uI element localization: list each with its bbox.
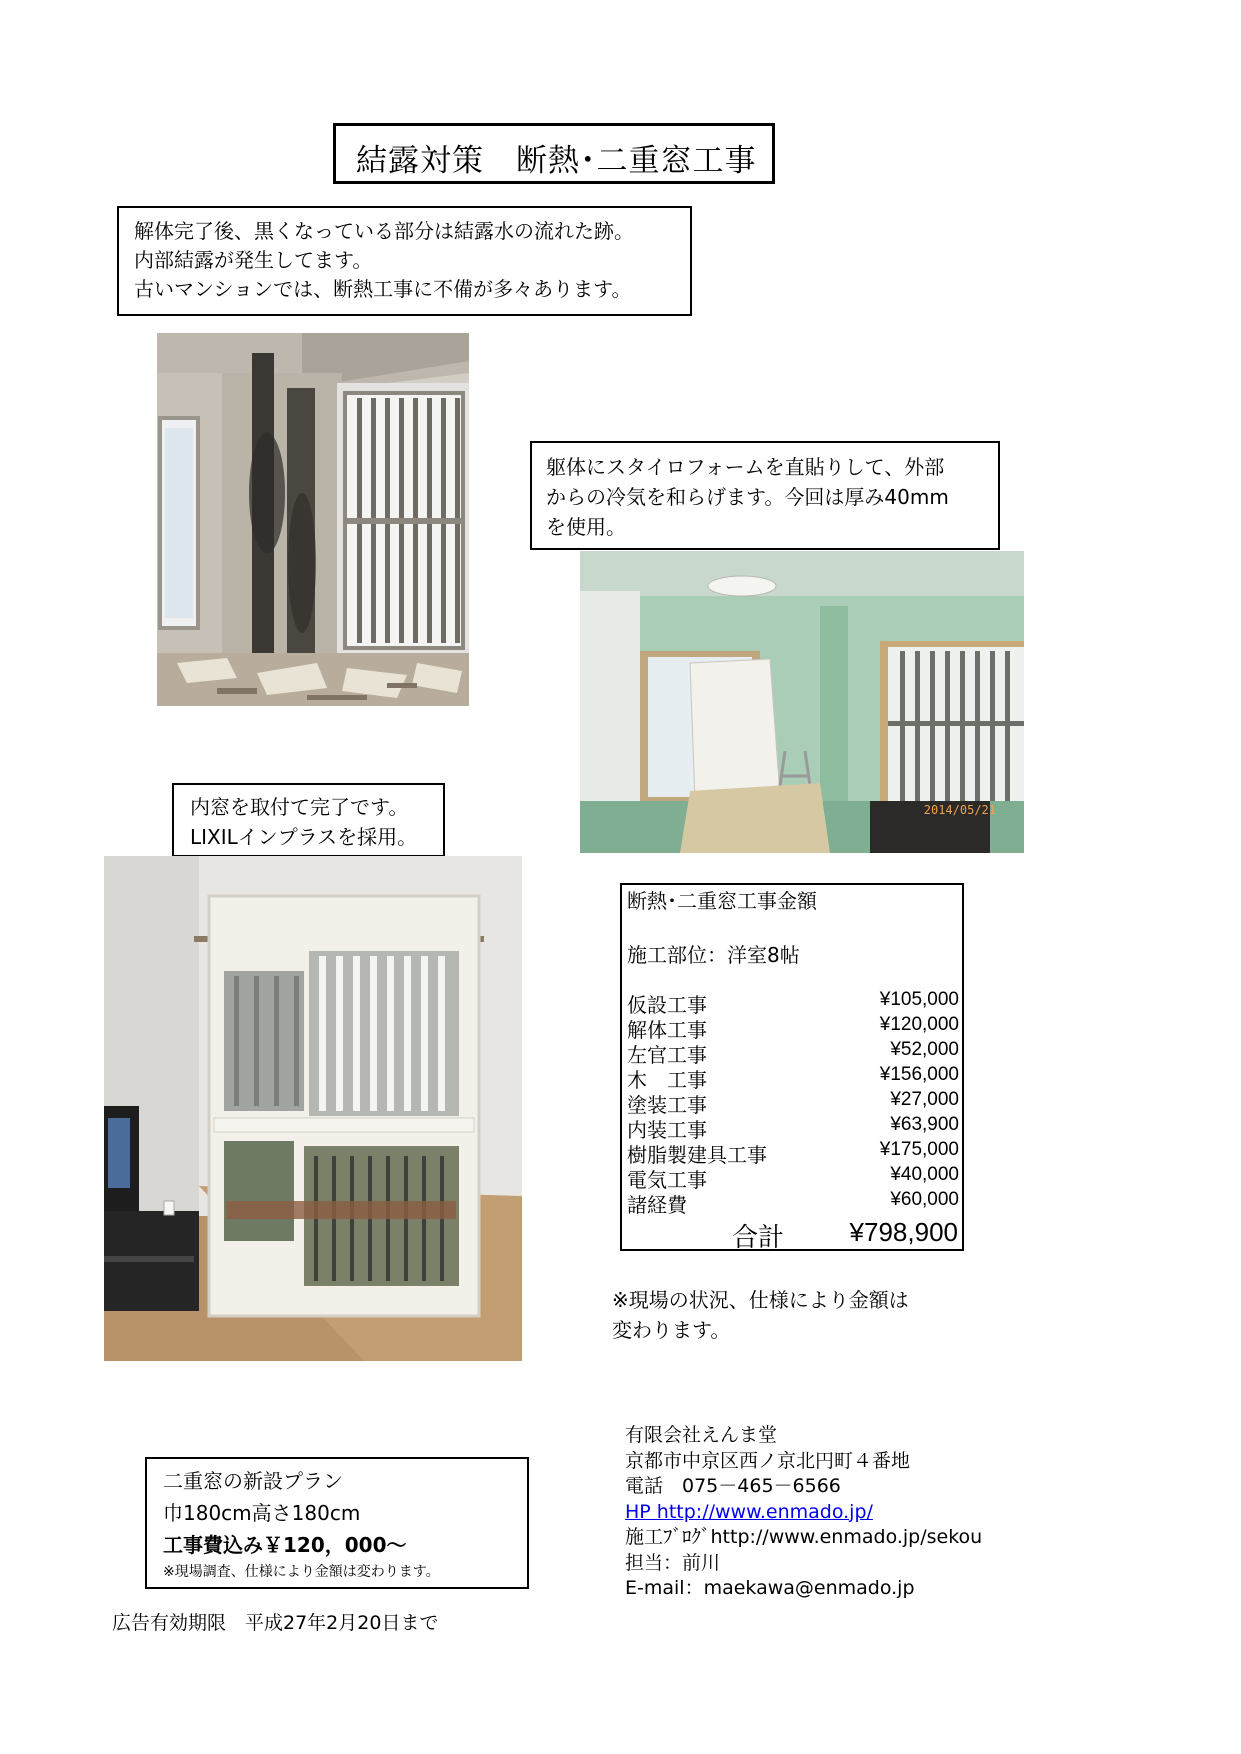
construction-site-label: 施工部位：洋室8帖 (627, 943, 800, 967)
cost-item-label: 内装工事 (627, 1118, 707, 1142)
contact-person: 担当：前川 (625, 1551, 721, 1574)
email-address[interactable]: E-mail：maekawa@enmado.jp (625, 1577, 915, 1599)
note-line: LIXILインプラスを採用。 (190, 825, 418, 849)
ad-validity-period: 広告有効期限 平成27年2月20日まで (112, 1612, 439, 1634)
cost-item-amount: ¥120,000 (879, 1014, 959, 1035)
cost-row (627, 1189, 959, 1217)
photo-date-stamp: 2014/05/21 (923, 803, 996, 817)
cost-row (627, 1139, 959, 1167)
plan-price: 工事費込み￥120，000～ (163, 1533, 407, 1557)
cost-row (627, 1064, 959, 1092)
page-title: 結露対策 断熱･二重窓工事 (356, 143, 757, 179)
cost-item-amount: ¥40,000 (890, 1164, 959, 1185)
demolition-note (117, 206, 692, 316)
cost-row (627, 1114, 959, 1142)
cost-item-amount: ¥105,000 (879, 989, 959, 1010)
disclaimer-line: ※現場の状況、仕様により金額は (612, 1288, 909, 1312)
plan-size: 巾180cm高さ180cm (163, 1501, 361, 1525)
plan-disclaimer: ※現場調査、仕様により金額は変わります。 (163, 1564, 440, 1580)
cost-row (627, 1039, 959, 1067)
cost-item-amount: ¥156,000 (879, 1064, 959, 1085)
cost-row (627, 1089, 959, 1117)
completed-window-photo (104, 856, 522, 1361)
cost-item-label: 解体工事 (627, 1018, 707, 1042)
cost-total-label: 合計 (732, 1223, 785, 1253)
cost-item-amount: ¥27,000 (890, 1089, 959, 1110)
note-line: 躯体にスタイロフォームを直貼りして、外部 (546, 455, 945, 479)
cost-row (627, 989, 959, 1017)
company-address: 京都市中京区西ノ京北円町４番地 (625, 1449, 911, 1472)
cost-row (627, 1014, 959, 1042)
insulation-photo (580, 551, 1024, 853)
cost-table-title: 断熱･二重窓工事金額 (627, 889, 817, 913)
cost-item-amount: ¥63,900 (890, 1114, 959, 1135)
cost-row (627, 1164, 959, 1192)
insulation-note (530, 441, 1000, 550)
cost-item-amount: ¥175,000 (879, 1139, 959, 1160)
company-phone: 電話 075－465－6566 (625, 1475, 841, 1497)
cost-item-label: 電気工事 (627, 1168, 707, 1192)
cost-breakdown-table (620, 883, 964, 1251)
cost-item-label: 木 工事 (627, 1068, 707, 1092)
company-info (625, 1423, 982, 1602)
new-installation-plan-box (145, 1457, 529, 1589)
homepage-link[interactable]: HP http://www.enmado.jp/ (625, 1500, 873, 1523)
cost-disclaimer (612, 1285, 909, 1345)
cost-item-amount: ¥52,000 (890, 1039, 959, 1060)
note-line: 解体完了後、黒くなっている部分は結露水の流れた跡。 (134, 219, 634, 243)
cost-item-label: 塗装工事 (627, 1093, 707, 1117)
disclaimer-line: 変わります。 (612, 1318, 731, 1342)
note-line: 内窓を取付て完了です。 (190, 795, 409, 819)
cost-total-amount: ¥798,900 (849, 1217, 958, 1247)
blog-link[interactable]: 施工ﾌﾞﾛｸﾞhttp://www.enmado.jp/sekou (625, 1526, 983, 1548)
cost-item-label: 仮設工事 (627, 993, 707, 1017)
cost-item-label: 左官工事 (627, 1043, 707, 1067)
note-line: からの冷気を和らげます。今回は厚み40mm (546, 485, 949, 509)
demolition-photo (157, 333, 469, 706)
note-line: を使用。 (546, 515, 626, 539)
cost-item-amount: ¥60,000 (890, 1189, 959, 1210)
plan-title: 二重窓の新設プラン (163, 1469, 343, 1493)
cost-item-label: 樹脂製建具工事 (627, 1143, 767, 1167)
note-line: 古いマンションでは、断熱工事に不備が多々あります。 (134, 277, 632, 301)
cost-item-label: 諸経費 (627, 1193, 687, 1217)
title-box (333, 123, 775, 184)
note-line: 内部結露が発生してます。 (134, 248, 373, 272)
completion-note (172, 783, 445, 857)
company-name: 有限会社えんま堂 (625, 1424, 778, 1446)
